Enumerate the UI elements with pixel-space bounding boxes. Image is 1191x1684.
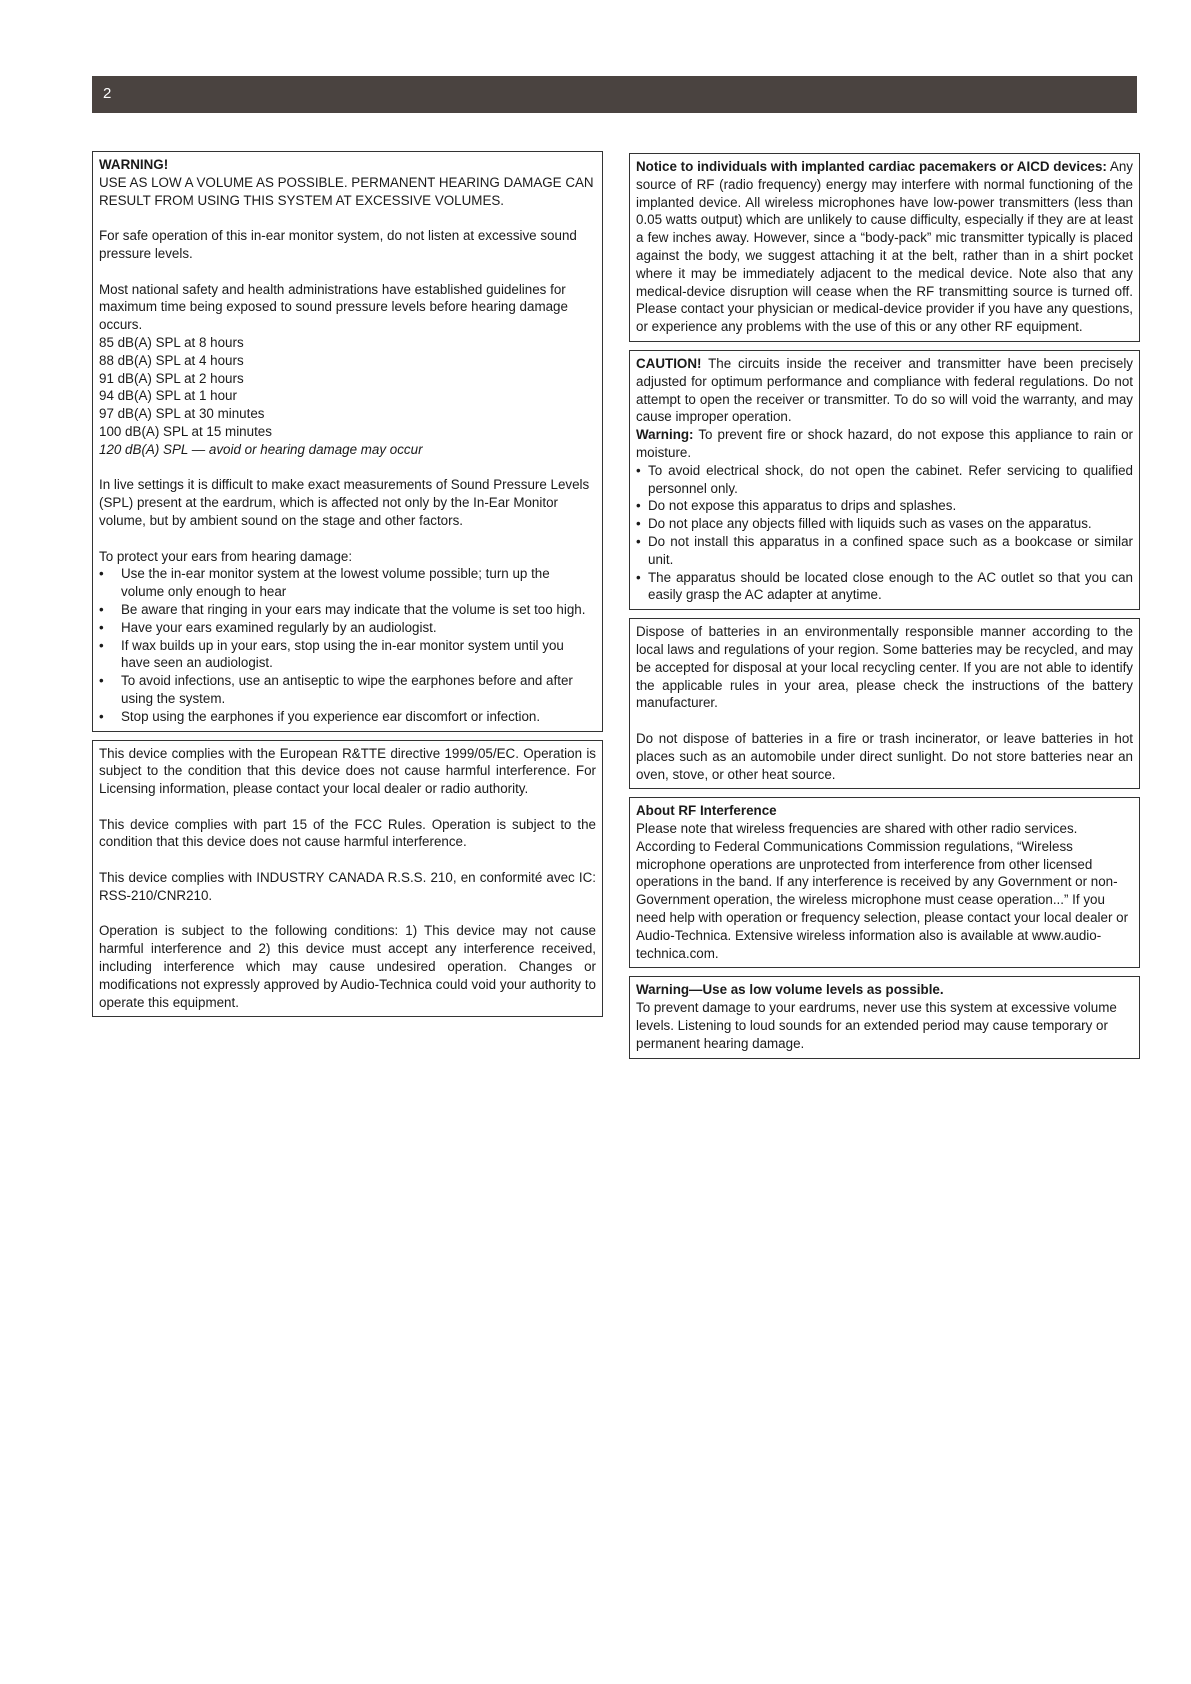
spl-level: 94 dB(A) SPL at 1 hour (99, 388, 237, 404)
caution-text: The circuits inside the receiver and transmitter have been precisely adjusted for optimum performance and compliance with federal regulations. Do not attempt to open the receiver or transmitter. To do so will void the warranty, and may cause improper operation. (636, 355, 1134, 425)
compliance-para-4: Operation is subject to the following conditions: 1) This device may not cause harmful interference and 2) this device must accept any interference received, including interference which may cause undesired operation. Changes or modifications not expressly approved by Audio-Technica could void your authority to operate this equipment. (99, 923, 596, 1010)
rf-interference-box (629, 797, 1140, 968)
warning-title: WARNING! (99, 157, 169, 172)
list-item: • Do not install this apparatus in a confined space such as a bookcase or similar unit. (636, 533, 1133, 569)
caution-warning-para (636, 426, 1133, 462)
caution-warning-label: Warning: (636, 427, 694, 443)
left-column (92, 151, 603, 1025)
battery-disposal-box (629, 618, 1140, 789)
warning-para-3: In live settings it is difficult to make exact measurements of Sound Pressure Levels (SPL) present at the eardrum, which is affected not only by the In-Ear Monitor volume, but by ambient sound on the stage and other factors. (99, 477, 590, 528)
battery-para-2: Do not dispose of batteries in a fire or trash incinerator, or leave batteries in hot places such as an automobile under direct sunlight. Do not store batteries near an oven, stove, or other heat source. (636, 730, 1133, 782)
warning-para-2: Most national safety and health administrations have established guidelines for maximum time being exposed to sound pressure levels before hearing damage occurs. (99, 281, 568, 333)
list-item: • Stop using the earphones if you experience ear discomfort or infection. (99, 708, 596, 726)
caution-para (636, 355, 1133, 426)
protect-intro: To protect your ears from hearing damage: (99, 548, 353, 564)
pacemaker-lead: Notice to individuals with implanted cardiac pacemakers or AICD devices: (636, 159, 1107, 174)
volume-text: To prevent damage to your eardrums, never use this system at excessive volume levels. Listening to loud sounds for an extended period may cause temporary or permanent hearing damage. (636, 1000, 1117, 1051)
pacemaker-notice (636, 158, 1133, 336)
spl-level: 91 dB(A) SPL at 2 hours (99, 370, 244, 386)
list-item: • To avoid electrical shock, do not open the cabinet. Refer servicing to qualified personnel only. (636, 462, 1133, 498)
warning-para-1: For safe operation of this in-ear monitor system, do not listen at excessive sound pressure levels. (99, 228, 577, 261)
rf-text: Please note that wireless frequencies are shared with other radio services. According to Federal Communications Commission regulations, “Wireless microphone operations are unprotected from interference from other licensed operations in the band. If any interference is received by any Government or non-Government operation, the wireless microphone must cease operation...” If you need help with operation or frequency selection, please contact your local dealer or Audio-Technica. Extensive wireless information also is available at www.audio-technica.com. (636, 821, 1129, 961)
warning-caps-text: USE AS LOW A VOLUME AS POSSIBLE. PERMANENT HEARING DAMAGE CAN RESULT FROM USING THIS SYSTEM AT EXCESSIVE VOLUMES. (99, 174, 594, 208)
page-number: 2 (103, 85, 112, 102)
caution-box (629, 350, 1140, 610)
compliance-para-1: This device complies with the European R&TTE directive 1999/05/EC. Operation is subject to the condition that this device does not cause harmful interference. For Licensing information, please contact your local dealer or radio authority. (99, 745, 596, 797)
list-item: • The apparatus should be located close enough to the AC outlet so that you can easily grasp the AC adapter at anytime. (636, 569, 1133, 605)
pacemaker-text: Any source of RF (radio frequency) energy may interfere with normal functioning of the implanted device. All wireless microphones have low-power transmitters (less than 0.05 watts output) which are unlikely to cause difficulty, especially if they are at least a few inches away. However, since a “body-pack” mic transmitter typically is placed against the body, we suggest attaching it at the belt, rather than in a shirt pocket where it may be immediately adjacent to the medical device. Note also that any medical-device disruption will cease when the RF transmitting source is turned off. Please contact your physician or medical-device provider if you have any questions, or experience any problems with the use of this or any other RF equipment. (636, 159, 1133, 335)
compliance-box (92, 740, 603, 1018)
caution-label: CAUTION! (636, 355, 702, 371)
volume-warning-box (629, 976, 1140, 1058)
spl-level: 100 dB(A) SPL at 15 minutes (99, 423, 272, 439)
compliance-para-3: This device complies with INDUSTRY CANADA R.S.S. 210, en conformité avec IC: RSS-210/CNR210. (99, 870, 596, 903)
spl-danger-level: 120 dB(A) SPL — avoid or hearing damage may occur (99, 441, 423, 457)
list-item: • Do not place any objects filled with liquids such as vases on the apparatus. (636, 515, 1133, 533)
list-item: • To avoid infections, use an antiseptic to wipe the earphones before and after using the system. (99, 672, 596, 708)
hearing-warning-box (92, 151, 603, 732)
list-item: • Use the in-ear monitor system at the lowest volume possible; turn up the volume only enough to hear (99, 565, 596, 601)
caution-list (636, 462, 1133, 604)
pacemaker-notice-box (629, 153, 1140, 342)
list-item: • Be aware that ringing in your ears may indicate that the volume is set too high. (99, 601, 596, 619)
list-item: • Do not expose this apparatus to drips and splashes. (636, 497, 1133, 515)
right-column (629, 153, 1140, 1067)
caution-warning-text: To prevent fire or shock hazard, do not expose this appliance to rain or moisture. (636, 427, 1133, 460)
spl-level: 97 dB(A) SPL at 30 minutes (99, 406, 265, 422)
protect-list (99, 565, 596, 725)
list-item: • Have your ears examined regularly by an audiologist. (99, 619, 596, 637)
page-header-bar (92, 76, 1137, 113)
list-item: • If wax builds up in your ears, stop using the in-ear monitor system until you have seen an audiologist. (99, 637, 596, 673)
spl-level: 88 dB(A) SPL at 4 hours (99, 352, 244, 368)
spl-level: 85 dB(A) SPL at 8 hours (99, 334, 244, 350)
volume-title: Warning—Use as low volume levels as possible. (636, 982, 944, 998)
rf-title: About RF Interference (636, 803, 777, 819)
battery-para-1: Dispose of batteries in an environmentally responsible manner according to the local laws and regulations of your region. Some batteries may be recycled, and may be accepted for disposal at your local recycling center. If you are not able to identify the applicable rules in your area, please check the instructions of the battery manufacturer. (636, 624, 1133, 711)
compliance-para-2: This device complies with part 15 of the FCC Rules. Operation is subject to the condition that this device does not cause harmful interference. (99, 816, 596, 850)
